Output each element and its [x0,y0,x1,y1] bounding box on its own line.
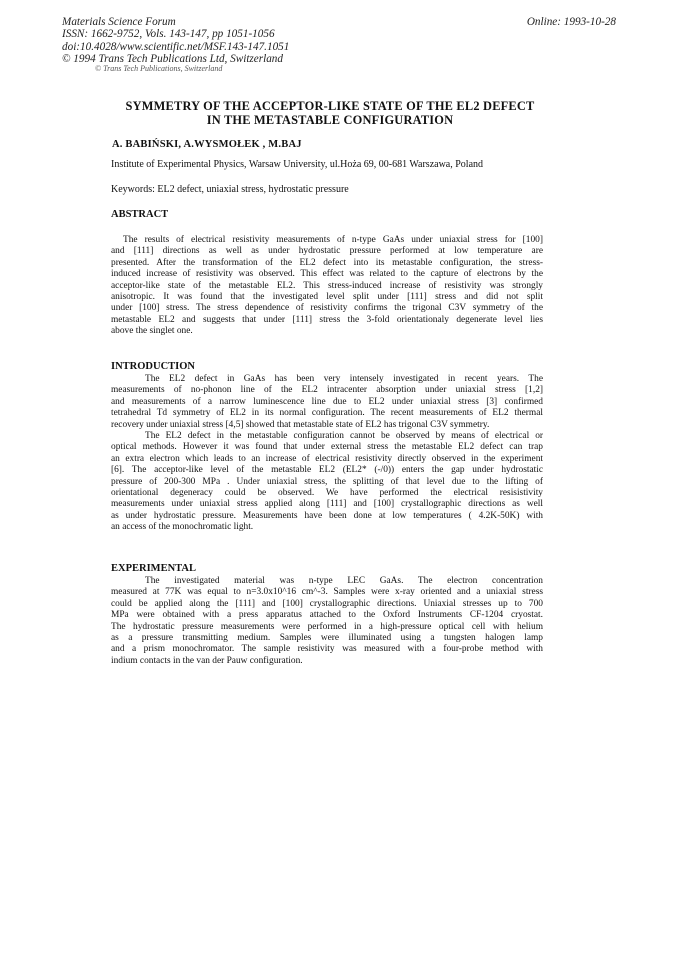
online-date: Online: 1993-10-28 [526,16,616,28]
keywords: Keywords: EL2 defect, uniaxial stress, hydrostatic pressure [111,184,349,195]
experimental-body [111,576,543,667]
text-line: an access of the monochromatic light. [111,522,254,533]
text-line: optical methods. However it was found that under external stress the metastable EL2 defect can trap [111,442,543,453]
issn-line: ISSN: 1662-9752, Vols. 143-147, pp 1051-1056 [62,28,275,41]
text-line: tetrahedral Td symmetry of EL2 in its normal configuration. The recent measurements of EL2 thermal [111,408,543,419]
doi-link[interactable]: doi:10.4028/www.scientific.net/MSF.143-147.1051 [62,40,290,53]
text-line: an extra electron which leads to an increase of electrical resistivity directly observed in the experiment [111,453,543,464]
text-line: orientational degeneracy could be observed. We have performed the electrical resisistivity [111,487,543,498]
paper-title [100,99,560,127]
text-line: The EL2 defect in GaAs has been very intensely investigated in recent years. The [145,374,543,384]
text-line: as a pressure transmitting medium. Samples were illuminated using a tungsten halogen lamp [111,632,543,643]
text-line: indium contacts in the van der Pauw configuration. [111,655,303,666]
text-line: anisotropic. It was found that the investigated level split under [111] stress and did not split [111,291,543,302]
copyright-line: © 1994 Trans Tech Publications Ltd, Switzerland [62,53,283,66]
abstract-heading: ABSTRACT [111,209,169,220]
introduction-heading: INTRODUCTION [111,361,196,372]
text-line: pressure of 200-300 MPa . Under uniaxial stress, the splitting of that level due to the lifting of [111,476,543,487]
text-line: The investigated material was n-type LEC GaAs. The electron concentration [145,576,543,586]
affiliation: Institute of Experimental Physics, Warsaw University, ul.Hoża 69, 00-681 Warszawa, Poland [111,159,484,170]
text-line: metastable EL2 and suggests that under [111] stress the 3-fold orientationaly degenerate level lies [111,314,543,325]
text-line: measurements under uniaxial stress applied along [111] and [100] crystallographic directions as well [111,499,543,510]
text-line: above the singlet one. [111,326,193,337]
abstract-body [111,235,543,338]
publisher-faint-line: © Trans Tech Publications, Switzerland [95,64,223,73]
text-line: as under hydrostatic pressure. Measurements have been done at low temperatures ( 4.2K-50K) with [111,510,543,521]
text-line: MPa were obtained with a press apparatus attached to the Oxford Instruments CF-1204 cryostat. [111,610,543,621]
text-line: under [100] stress. The stress dependence of resistivity confirms the trigonal C3V symmetry of the [111,303,543,314]
text-line: induced increase of resistivity was observed. This effect was related to the capture of electrons by the [111,269,543,280]
text-line: and a prism monochromator. The sample resistivity was measured with a four-probe method with [111,644,543,655]
text-line: presented. After the transformation of the EL2 defect into its metastable configuration, the stress- [111,257,543,268]
text-line: and measurements of a narrow luminescence line due to EL2 under uniaxial stress [3] confirmed [111,396,543,407]
authors: A. BABIŃSKI, A.WYSMOŁEK , M.BAJ [112,139,302,150]
text-line: acceptor-like state of the metastable EL2. This stress-induced increase of resistivity was strongly [111,280,543,291]
title-line-2: IN THE METASTABLE CONFIGURATION [206,113,454,127]
title-line-1: SYMMETRY OF THE ACCEPTOR-LIKE STATE OF THE EL2 DEFECT [125,99,535,113]
journal-name: Materials Science Forum [62,16,176,28]
citation-header [62,16,289,66]
text-line: measured at 77K was equal to n=3.0x10^16 cm^-3. Samples were x-ray oriented and a uniaxial stress [111,587,543,598]
text-line: and [111] directions as well as under hydrostatic pressure performed at low temperature are [111,246,543,257]
text-line: measurements of no-phonon line of the EL2 intracenter absorption under uniaxial stress [1,2] [111,385,543,396]
text-line: [6]. The acceptor-like level of the metastable EL2 (EL2* (-/0)) enters the gap under hydrostatic [111,465,543,476]
experimental-heading: EXPERIMENTAL [111,563,196,574]
introduction-body [111,374,543,533]
text-line: The results of electrical resistivity measurements of n-type GaAs under uniaxial stress for [100] [123,235,543,245]
text-line: could be applied along the [111] and [100] crystallographic directions. Uniaxial stresses up to 700 [111,598,543,609]
text-line: The EL2 defect in the metastable configuration cannot be observed by means of electrical or [145,430,543,441]
text-line: The hydrostatic pressure measurements were performed in a high-pressure optical cell with helium [111,621,543,632]
text-line: recovery under uniaxial stress [4,5] showed that metastable state of EL2 has trigonal C3V symmetry. [111,419,490,430]
